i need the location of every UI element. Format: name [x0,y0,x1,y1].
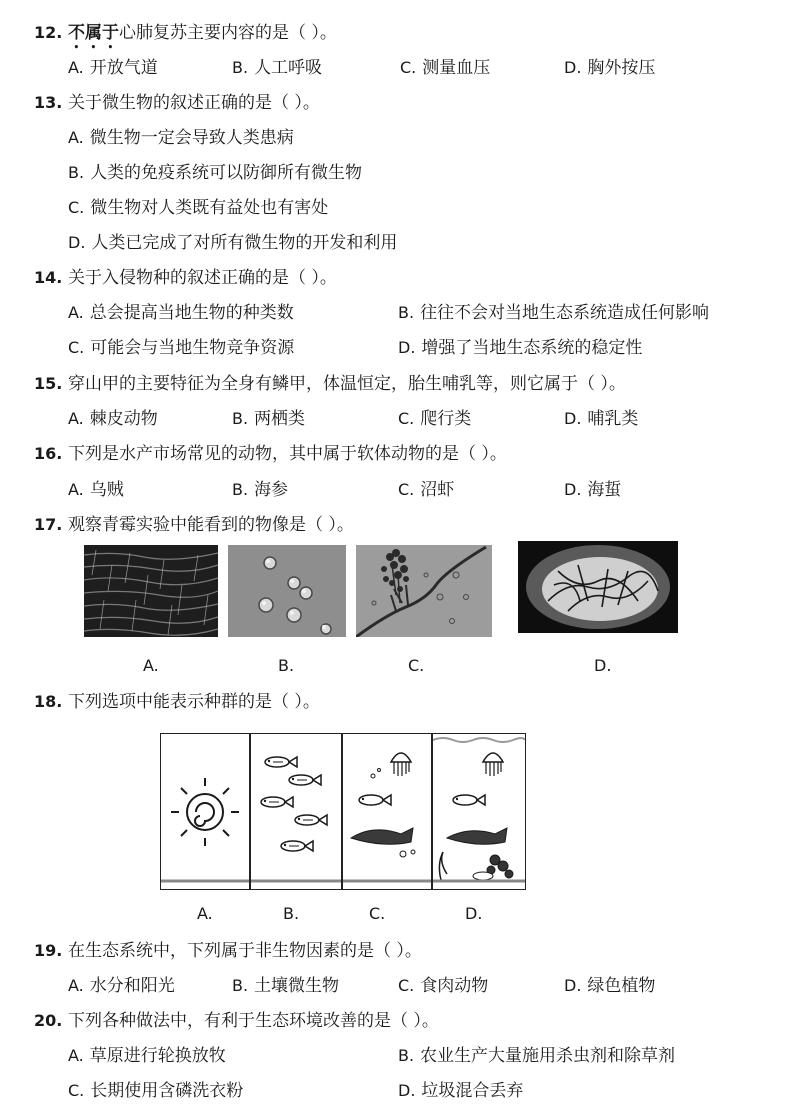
ecosystem-icon [433,734,525,889]
option-b: B. 两栖类 [232,409,306,429]
option-d: D. 人类已完成了对所有微生物的开发和利用 [68,233,398,253]
panel-a-sun [160,733,250,890]
question-20-stem [34,1008,439,1034]
micrograph-c [356,545,492,637]
option-c: C. 爬行类 [398,409,472,429]
micrograph-b [228,545,346,637]
sun-icon [161,734,249,889]
question-text: 下列各种做法中，有利于生态环境改善的是（ ）。 [68,1011,439,1031]
question-number: 15. [34,374,63,393]
option-d: D. 哺乳类 [564,409,639,429]
question-text: 穿山甲的主要特征为全身有鳞甲，体温恒定，胎生哺乳等，则它属于（ ）。 [68,374,626,394]
question-number: 13. [34,93,63,112]
option-a: A. 水分和阳光 [68,976,175,996]
question-number: 16. [34,444,63,463]
figure-caption-a: A. [143,656,159,675]
figure-caption-c: C. [408,656,425,675]
question-14-stem [34,265,337,291]
option-b: B. 农业生产大量施用杀虫剂和除草剂 [398,1046,676,1066]
option-c: C. 可能会与当地生物竞争资源 [68,338,295,358]
question-18-stem [34,689,320,715]
option-b: B. 人工呼吸 [232,58,323,78]
option-d: D. 海蜇 [564,480,622,500]
option-c: C. 长期使用含磷洗衣粉 [68,1081,244,1101]
question-number: 19. [34,941,63,960]
option-c: C. 食肉动物 [398,976,489,996]
figure-caption-c: C. [369,904,386,923]
option-c: C. 微生物对人类既有益处也有害处 [68,198,329,218]
question-15-stem [34,371,626,397]
question-text: 关于入侵物种的叙述正确的是（ ）。 [68,268,337,288]
panel-c-mixed [342,733,432,890]
question-text: 心肺复苏主要内容的是（ ）。 [119,23,337,43]
question-19-stem [34,938,422,964]
figure-caption-d: D. [465,904,483,923]
sea-animals-icon [343,734,431,889]
question-number: 20. [34,1011,63,1030]
question-number: 14. [34,268,63,287]
option-d: D. 垃圾混合丢弃 [398,1081,524,1101]
option-a: A. 总会提高当地生物的种类数 [68,303,294,323]
option-b: B. 海参 [232,480,289,500]
micrograph-d [518,541,678,633]
option-d: D. 绿色植物 [564,976,656,996]
option-a: A. 棘皮动物 [68,409,158,429]
panel-b-fish [250,733,342,890]
figure-caption-b: B. [283,904,300,923]
option-a: A. 乌贼 [68,480,124,500]
question-text: 关于微生物的叙述正确的是（ ）。 [68,93,320,113]
figure-caption-d: D. [594,656,612,675]
question-17-stem [34,512,354,538]
micrograph-a [84,545,218,637]
figure-caption-b: B. [278,656,295,675]
question-text: 下列选项中能表示种群的是（ ）。 [68,692,320,712]
question-number: 17. [34,515,63,534]
fish-icon [251,734,341,889]
question-text: 在生态系统中，下列属于非生物因素的是（ ）。 [68,941,422,961]
option-a: A. 草原进行轮换放牧 [68,1046,226,1066]
emphasis-text: 不属于 [68,23,119,43]
figure-caption-a: A. [197,904,213,923]
option-a: A. 开放气道 [68,58,158,78]
option-d: D. 胸外按压 [564,58,656,78]
question-16-stem [34,441,507,467]
question-12-stem [34,20,337,53]
option-a: A. 微生物一定会导致人类患病 [68,128,294,148]
question-number: 12. [34,23,63,42]
option-c: C. 沼虾 [398,480,455,500]
option-b: B. 往往不会对当地生态系统造成任何影响 [398,303,710,323]
question-text: 下列是水产市场常见的动物，其中属于软体动物的是（ ）。 [68,444,507,464]
option-b: B. 人类的免疫系统可以防御所有微生物 [68,163,363,183]
option-c: C. 测量血压 [400,58,491,78]
panel-d-ecosystem [432,733,526,890]
option-d: D. 增强了当地生态系统的稳定性 [398,338,643,358]
question-text: 观察青霉实验中能看到的物像是（ ）。 [68,515,354,535]
question-13-stem [34,90,320,116]
question-number: 18. [34,692,63,711]
option-b: B. 土壤微生物 [232,976,340,996]
